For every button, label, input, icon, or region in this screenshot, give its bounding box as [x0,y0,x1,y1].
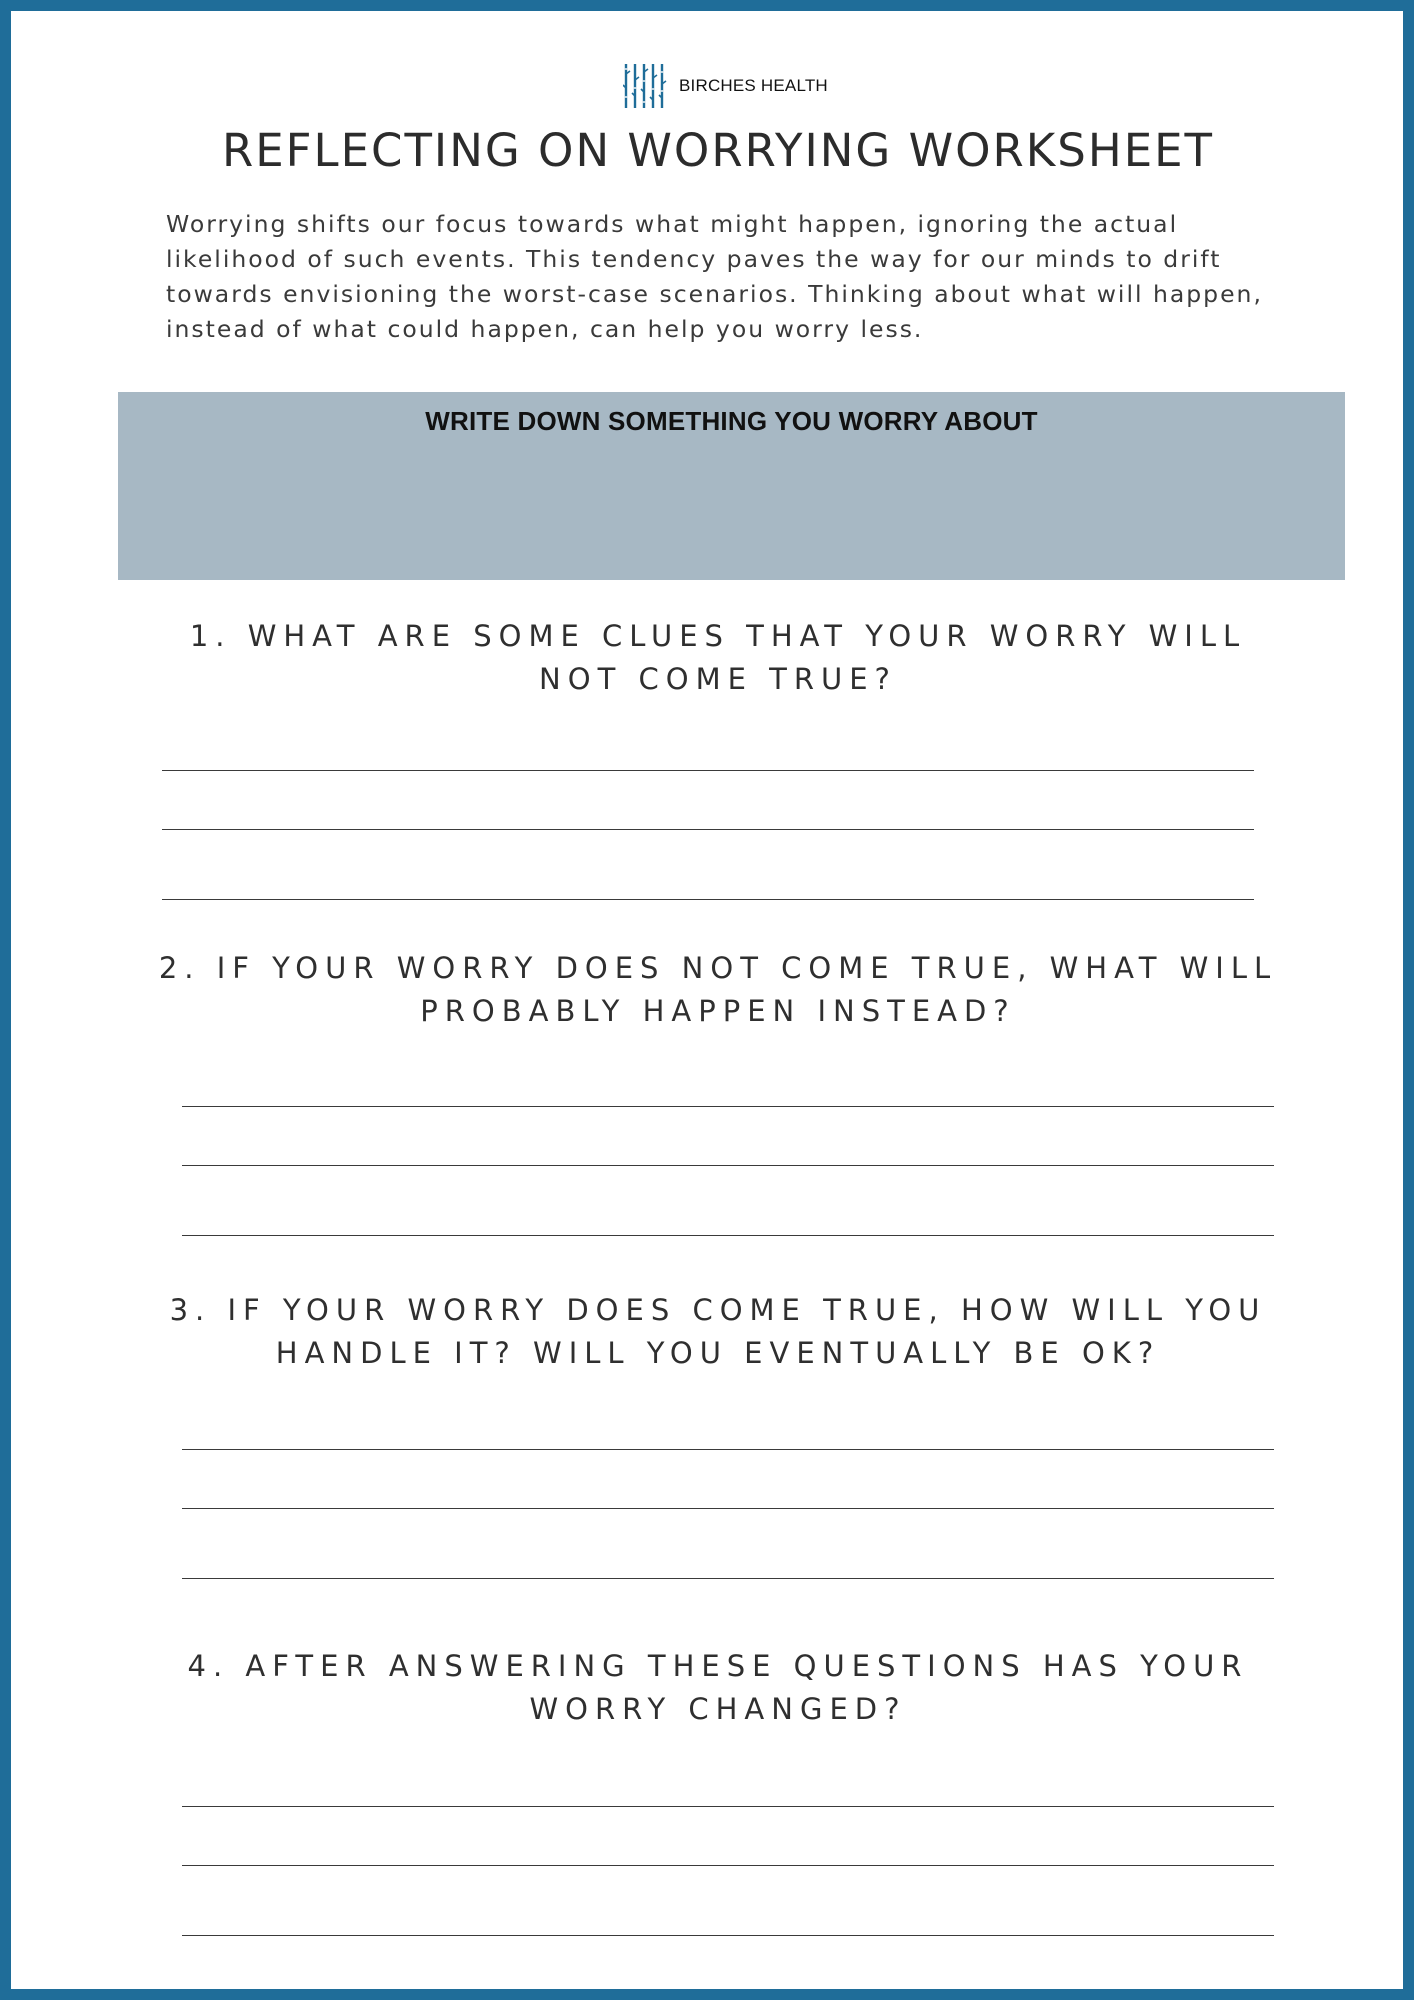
worksheet-title: REFLECTING ON WORRYING WORKSHEET [221,124,1215,177]
worry-input-box[interactable] [118,392,1345,580]
answer-line-1-1[interactable] [162,770,1254,771]
answer-line-3-3[interactable] [182,1578,1274,1579]
brand-logo [623,64,828,108]
birch-trees-icon [623,64,669,108]
answer-line-3-1[interactable] [182,1449,1274,1450]
question-3-line-2: HANDLE IT? WILL YOU EVENTUALLY BE OK? [275,1336,1161,1370]
intro-paragraph: Worrying shifts our focus towards what might happen, ignoring the actual likelihood of such events. This tendency paves the way for our minds to drift towards envisioning the worst-case scenarios. Thinking about what will happen, instead of what could happen, can help you worry less. [166,210,1263,343]
question-2-line-1: 2. IF YOUR WORRY DOES NOT COME TRUE, WHAT WILL [158,951,1278,985]
answer-line-4-3[interactable] [182,1935,1274,1936]
question-1-line-2: NOT COME TRUE? [539,662,897,696]
question-2-line-2: PROBABLY HAPPEN INSTEAD? [420,994,1016,1028]
answer-line-1-3[interactable] [162,899,1254,900]
question-1-line-1: 1. WHAT ARE SOME CLUES THAT YOUR WORRY WILL [189,619,1247,653]
answer-line-2-3[interactable] [182,1235,1274,1236]
answer-line-2-2[interactable] [182,1165,1274,1166]
question-1 [111,615,1325,701]
question-4-line-1: 4. AFTER ANSWERING THESE QUESTIONS HAS YOUR [187,1649,1249,1683]
answer-line-2-1[interactable] [182,1106,1274,1107]
answer-line-4-1[interactable] [182,1806,1274,1807]
question-3-line-1: 3. IF YOUR WORRY DOES COME TRUE, HOW WILL YOU [169,1293,1267,1327]
answer-line-3-2[interactable] [182,1508,1274,1509]
question-2 [111,947,1325,1033]
question-3 [111,1289,1325,1375]
brand-name: BIRCHES HEALTH [679,76,828,95]
answer-line-4-2[interactable] [182,1865,1274,1866]
question-4 [111,1645,1325,1731]
question-4-line-2: WORRY CHANGED? [529,1692,907,1726]
answer-line-1-2[interactable] [162,829,1254,830]
worry-box-title: WRITE DOWN SOMETHING YOU WORRY ABOUT [425,406,1038,436]
